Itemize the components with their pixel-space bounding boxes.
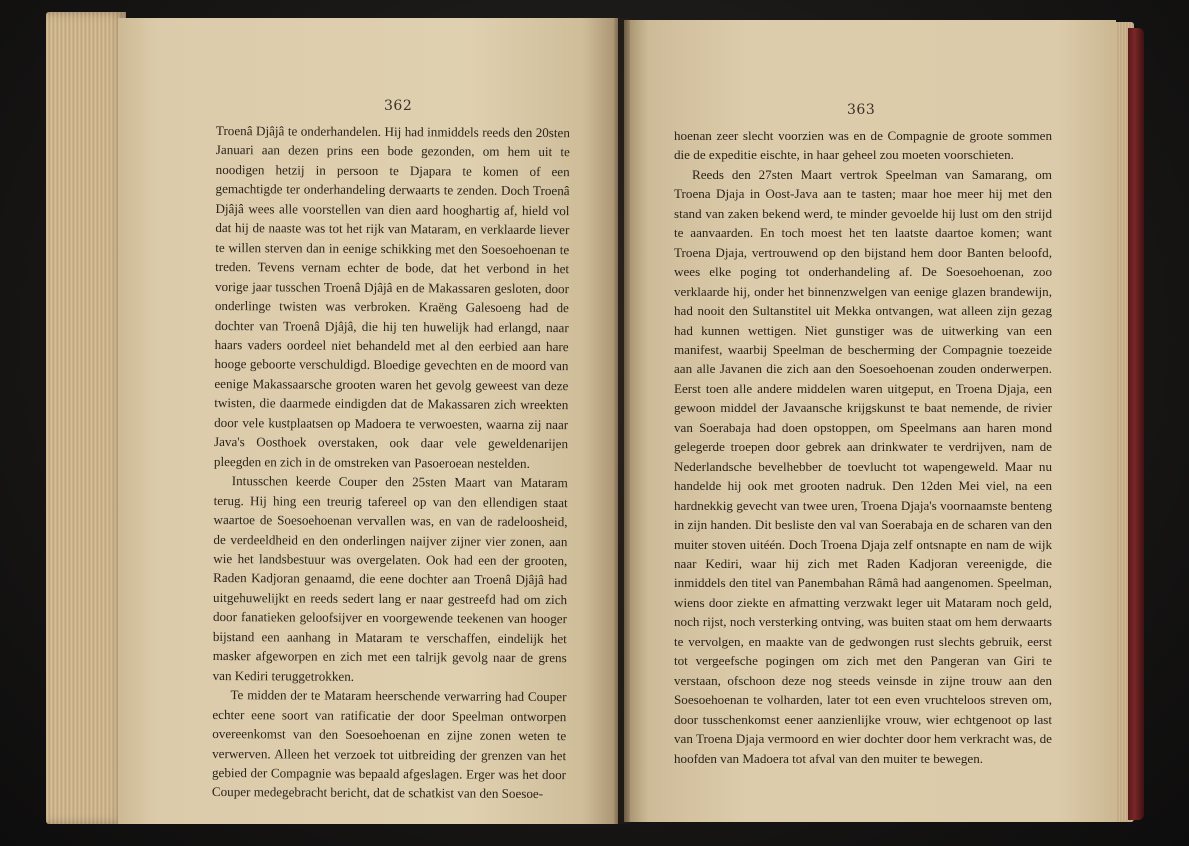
paragraph: Reeds den 27sten Maart vertrok Speelman van Samarang, om Troena Djaja in Oost-Java aan te tasten; maar hoe meer hij met den stand van zaken bekend werd, te minder gevoelde hij lust om den strijd te aanvaarden. En toch moest het ten laatste daartoe komen; want Troena Djaja, vertrouwend op den bijstand hem door Banten beloofd, wees elke poging tot onderhandeling af. De Soesoehoenan, zoo verklaarde hij, onder het binnenzwelgen van eenige glazen brandewijn, had nooit den Sultanstitel uit Mekka ontvangen, wat alleen zijn gezag had kunnen wettigen. Niet gunstiger was de uitwerking van een manifest, waarbij Speelman de bescherming der Compagnie toezeide aan alle Javanen die zich aan den Soesoehoenan zouden onderwerpen. Eerst toen alle andere middelen waren uitgeput, en Troena Djaja, een gewoon middel der Javaansche krijgskunst te baat nemende, de rivier van Soerabaja had doen opstoppen, om Speelmans aan haren mond gelegerde troepen door gebrek aan drinkwater te verdrijven, nam de Nederlandsche bevelhebber de toevlucht tot wapengeweld. Maar nu handelde hij ook met grooten nadruk. Den 12den Mei viel, na een hardnekkig gevecht van twee uren, Troena Djaja's voornaamste benteng in zijn handen. Dit besliste den val van Soerabaja en de scharen van den muiter stoven uitéén. Doch Troena Djaja zelf ontsnapte en nam de wijk naar Kediri, waar hij zich met Raden Kadjoran vereenigde, die inmiddels den titel van Panembahan Râmâ had aangenomen. Speelman, wiens door ziekte en afmatting verzwakt leger uit Mataram noch geld, noch rijst, noch versterking ontving, was buiten staat om hem derwaarts te vervolgen, en maakte van de gedwongen rust slechts gebruik, eerst tot vergeefsche pogingen om zich met den Pangeran van Giri te verstaan, ofschoon deze nog steeds veinsde in zijne trouw aan den Soesoehoenan te volharden, later tot een even vruchteloos streven om, door tusschenkomst eener aanzienlijke vrouw, wier echtgenoot op last van Troena Djaja vermoord en wier dochter door hem verkracht was, de hoofden van Madoera tot afval van den muiter te bewegen. [674,166,1052,766]
paragraph: Te midden der te Mataram heerschende verwarring had Couper echter eene soort van ratificatie der door Speelman ontworpen overeenkomst van den Soesoehoenan en zijne zonen weten te verwerven. Alleen het verzoek tot uitbreiding der grenzen van het gebied der Compagnie was bepaald afgeslagen. Erger was het door Couper medegebracht bericht, dat de schatkist van den Soesoe- [211,687,567,802]
book-gutter [614,18,630,824]
left-page-text [212,121,570,804]
paragraph: hoenan zeer slecht voorzien was en de Compagnie de groote sommen die de expeditie eischte, in haar geheel zou moeten voorschieten. [674,128,1052,163]
book-cover-edge [1128,28,1144,820]
left-page-edges [46,12,126,824]
left-page [118,18,618,824]
page-number-left: 362 [384,98,413,114]
right-page-text [674,126,1052,768]
paragraph: Intusschen keerde Couper den 25sten Maart van Mataram terug. Hij hing een treurig tafereel op van den ellendigen staat waartoe de Soesoehoenan vervallen was, en van de radeloosheid, de verdeeldheid en den onderlingen naijver zijner vier zonen, aan wie het landsbestuur was overgelaten. Ook had een der grooten, Raden Kadjoran genaamd, die eene dochter aan Troenâ Djâjâ had uitgehuwelijkt en reeds sedert lang er naar gestreefd had om zich door fanatieken geloofsijver en voorgewende teekenen van hooger bijstand een aanhang in Mataram te verschaffen, eindelijk het masker afgeworpen en zich met een talrijk gevolg naar de grens van Kediri teruggetrokken. [212,473,568,684]
paragraph: Troenâ Djâjâ te onderhandelen. Hij had inmiddels reeds den 20sten Januari aan dezen prins een bode gezonden, om hem uit te noodigen hetzij in persoon te Djapara te komen of een gemachtigde ter onderhandeling derwaarts te zenden. Doch Troenâ Djâjâ wees alle voorstellen van dien aard hooghartig af, hield vol dat hij de naaste was tot het rijk van Mataram, en verklaarde liever te willen sterven dan in eenige schikking met den Soesoehoenan te treden. Tevens vernam echter de bode, dat het verbond in het vorige jaar tusschen Troenâ Djâjâ en de Makassaren gesloten, door onderlinge twisten was verbroken. Kraëng Galesoeng had de dochter van Troenâ Djâjâ, die hij ten huwelijk had erlangd, naar haars vaders oordeel niet behandeld met al den eerbied aan hare hooge geboorte verschuldigd. Bloedige gevechten en de moord van eenige Makassaarsche grooten waren het gevolg geweest van deze twisten, die daarmede eindigden dat de Makassaren zich wreekten door vele kustplaatsen op Madoera te verwoesten, waarna zij naar Java's Oosthoek overstaken, ook daar vele geweldenarijen pleegden en zich in de omstreken van Pasoeroean nestelden. [213,122,570,471]
page-number-right: 363 [847,102,876,118]
right-page [624,20,1116,822]
